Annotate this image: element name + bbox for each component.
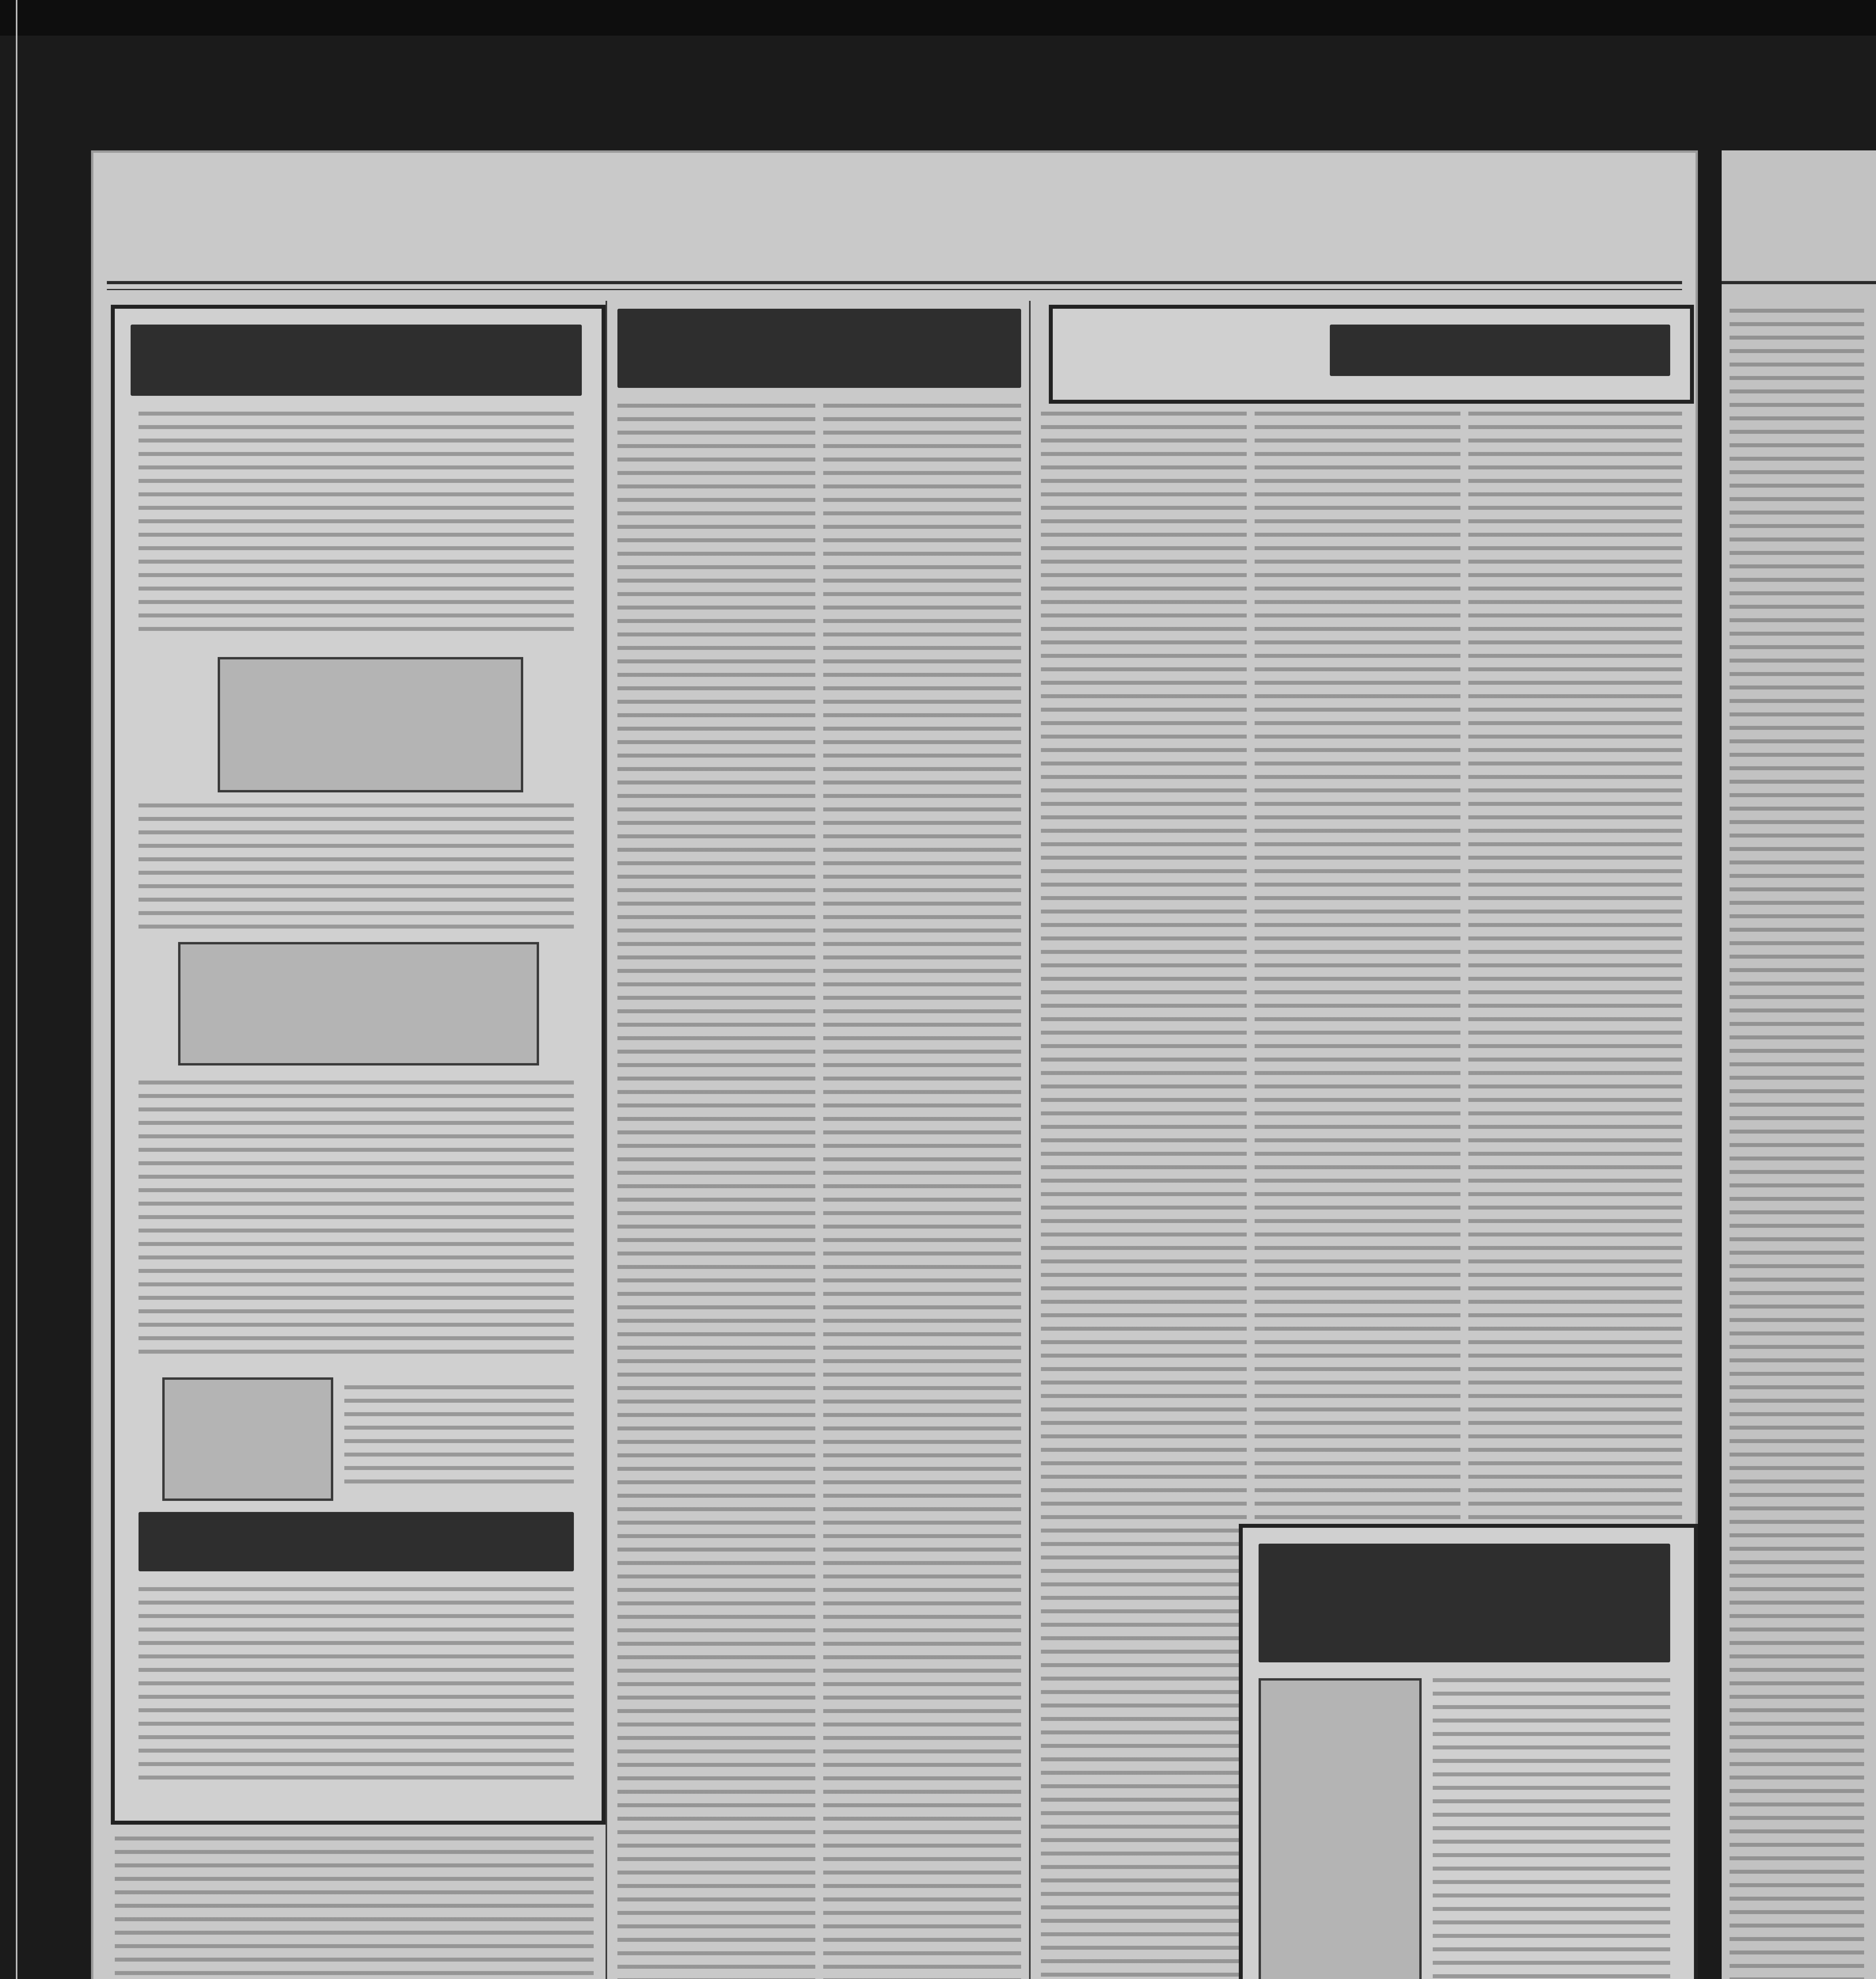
man-in-suit-illustration xyxy=(1259,1678,1422,1979)
article-text xyxy=(823,404,1021,1979)
article-text xyxy=(1730,309,1864,1979)
film-top xyxy=(0,0,1876,36)
column-rule xyxy=(606,301,607,1979)
header-rule xyxy=(107,281,1682,284)
article-text xyxy=(1468,412,1682,1520)
store-name xyxy=(139,1512,574,1571)
newspaper-page xyxy=(91,150,1698,1979)
header-rule-thin xyxy=(107,289,1682,290)
ad-copy xyxy=(1433,1678,1670,1979)
ad-furniture xyxy=(111,305,606,1825)
article-text xyxy=(1041,412,1247,1979)
article-text xyxy=(617,404,815,1979)
ad-copy xyxy=(139,803,574,930)
parlor-set-illustration xyxy=(178,942,539,1065)
article-text xyxy=(115,1837,594,1979)
column-title xyxy=(1330,325,1670,376)
store-address xyxy=(139,1587,574,1785)
adjacent-page-edge xyxy=(1722,150,1876,1979)
ad-copy xyxy=(344,1385,574,1488)
ad-tailoring xyxy=(1239,1524,1698,1979)
article-headline xyxy=(617,309,1021,388)
ad-copy xyxy=(139,1081,574,1358)
bed-illustration xyxy=(162,1377,333,1501)
article-text xyxy=(1255,412,1460,1520)
ad-headline xyxy=(1259,1544,1670,1662)
ad-headline xyxy=(131,325,582,396)
ad-copy xyxy=(139,412,574,633)
header-rule xyxy=(1722,281,1876,284)
column-rule xyxy=(1029,301,1031,1979)
column-header-box xyxy=(1049,305,1694,404)
margin-line xyxy=(16,0,17,1979)
dining-set-illustration xyxy=(218,657,523,792)
